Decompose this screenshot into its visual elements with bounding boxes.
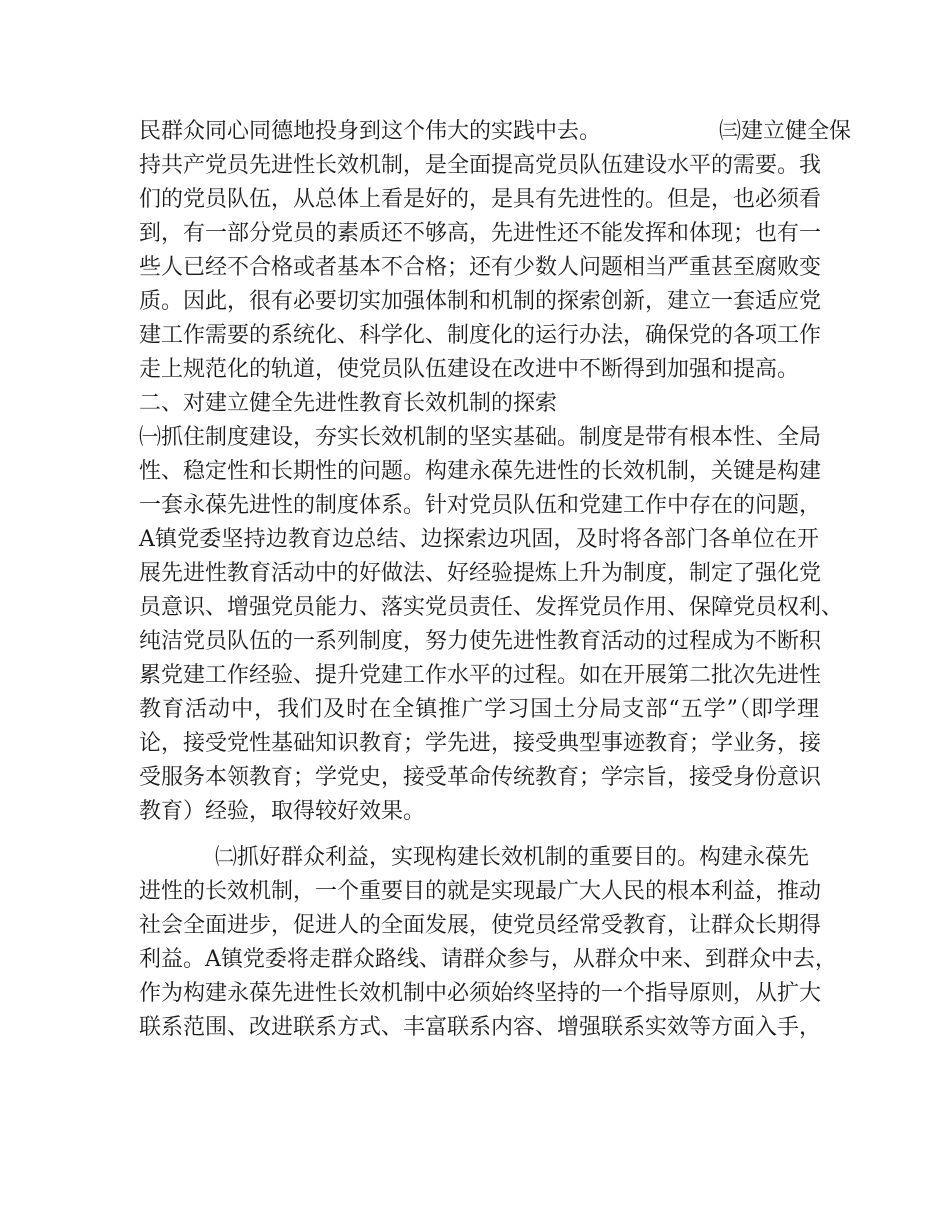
paragraph-line-2: 持共产党员先进性长效机制，是全面提高党员队伍建设水平的需要。我 <box>139 153 822 178</box>
paragraph-line-17: 累党建工作经验、提升党建工作水平的过程。如在开展第二批次先进性 <box>139 663 822 688</box>
paragraph-line-16: 纯洁党员队伍的一系列制度，努力使先进性教育活动的过程成为不断积 <box>139 629 822 654</box>
paragraph-line-18: 教育活动中，我们及时在全镇推广学习国土分局支部“五学”（即学理 <box>139 697 819 722</box>
paragraph-line-24: 社会全面进步，促进人的全面发展，使党员经常受教育，让群众长期得 <box>139 913 822 938</box>
paragraph-line-26: 作为构建永葆先进性长效机制中必须始终坚持的一个指导原则，从扩大 <box>139 981 822 1006</box>
paragraph-line-4: 到，有一部分党员的素质还不够高，先进性还不能发挥和体现；也有一 <box>139 221 822 246</box>
paragraph-line-12: 一套永葆先进性的制度体系。针对党员队伍和党建工作中存在的问题， <box>139 493 822 518</box>
paragraph-line-23: 进性的长效机制，一个重要目的就是实现最广大人民的根本利益，推动 <box>139 879 822 904</box>
paragraph-line-5: 些人已经不合格或者基本不合格；还有少数人问题相当严重甚至腐败变 <box>139 255 822 280</box>
paragraph-line-15: 员意识、增强党员能力、落实党员责任、发挥党员作用、保障党员权利、 <box>139 595 844 620</box>
paragraph-line-7: 建工作需要的系统化、科学化、制度化的运行办法，确保党的各项工作 <box>139 323 822 348</box>
paragraph-line-19: 论，接受党性基础知识教育；学先进，接受典型事迹教育；学业务，接 <box>139 731 822 756</box>
paragraph-line-10: ㈠抓住制度建设，夯实长效机制的坚实基础。制度是带有根本性、全局 <box>139 425 822 450</box>
paragraph-line-1 <box>139 117 852 147</box>
paragraph-line-22: ㈡抓好群众利益，实现构建长效机制的重要目的。构建永葆先 <box>215 845 810 870</box>
paragraph-line-6: 质。因此，很有必要切实加强体制和机制的探索创新，建立一套适应党 <box>139 289 822 314</box>
paragraph-line-11: 性、稳定性和长期性的问题。构建永葆先进性的长效机制，关键是构建 <box>139 459 822 484</box>
paragraph-line-8: 走上规范化的轨道，使党员队伍建设在改进中不断得到加强和提高。 <box>139 357 800 382</box>
paragraph-line-20: 受服务本领教育；学党史，接受革命传统教育；学宗旨，接受身份意识 <box>139 765 822 790</box>
paragraph-line-13: A镇党委坚持边教育边总结、边探索边巩固，及时将各部门各单位在开 <box>139 527 819 552</box>
paragraph-line-14: 展先进性教育活动中的好做法、好经验提炼上升为制度，制定了强化党 <box>139 561 822 586</box>
paragraph-line-27: 联系范围、改进联系方式、丰富联系内容、增强联系实效等方面入手， <box>139 1015 822 1040</box>
line-1-part-b: ㈢建立健全保 <box>719 119 852 144</box>
paragraph-line-25: 利益。A镇党委将走群众路线、请群众参与，从群众中来、到群众中去， <box>139 947 837 972</box>
paragraph-line-21: 教育）经验，取得较好效果。 <box>139 799 426 824</box>
section-heading: 二、对建立健全先进性教育长效机制的探索 <box>139 391 558 416</box>
paragraph-line-3: 们的党员队伍，从总体上看是好的，是具有先进性的。但是，也必须看 <box>139 187 822 212</box>
line-1-part-a: 民群众同心同德地投身到这个伟大的实践中去。 <box>139 119 602 144</box>
